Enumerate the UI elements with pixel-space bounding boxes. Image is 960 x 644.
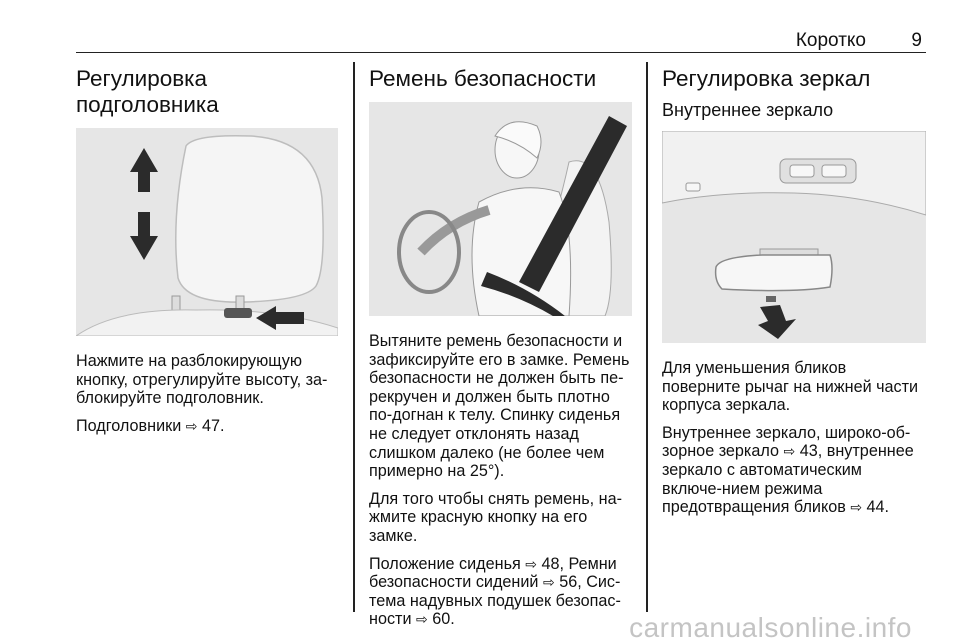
anti-glare-lever (766, 296, 776, 302)
watermark: carmanualsonline.info (629, 612, 912, 643)
seatbelt-instructions: Вытяните ремень безопасности и зафиксируйте его в замке. Ремень безопасности не должен быть пе-рекручен и должен быть плотно по-догнан к телу. Спинку сиденья не следует отклонять назад слишком далеко (не более чем примерно на 25°). (369, 332, 630, 481)
section-title-seatbelt: Ремень безопасности (369, 66, 597, 91)
mirror-instructions: Для уменьшения бликов поверните рычаг на нижней части корпуса зеркала. (662, 359, 919, 415)
reference-arrow-icon: ⇨ (185, 417, 198, 434)
header-title: Коротко (795, 30, 866, 51)
column-mirrors (662, 66, 926, 526)
page-header (76, 30, 926, 53)
section-title-mirrors: Регулировка зеркал (662, 66, 871, 91)
seatbelt-release: Для того чтобы снять ремень, на-жмите красную кнопку на его замке. (369, 489, 623, 545)
reference-arrow-icon: ⇨ (542, 574, 555, 591)
page-number: 9 (911, 30, 922, 51)
column-divider (353, 62, 355, 612)
headrest-illustration (76, 128, 338, 336)
seatbelt-references[interactable]: Положение сиденья ⇨ 48, Ремни безопасности сидений ⇨ 56, Сис-тема надувных подушек безопас-ности ⇨ 60. (369, 554, 621, 629)
reference-arrow-icon: ⇨ (416, 611, 428, 628)
column-seatbelt (369, 66, 632, 638)
mirror-illustration (662, 131, 926, 343)
seatbelt-illustration (369, 102, 632, 316)
reference-arrow-icon: ⇨ (850, 499, 863, 516)
subsection-title-interior-mirror: Внутреннее зеркало (662, 100, 834, 120)
footer (0, 612, 960, 642)
section-title-headrest: Регулировка подголовника (76, 66, 219, 117)
column-divider (646, 62, 648, 612)
headrest-reference[interactable]: Подголовники ⇨ 47. (76, 416, 225, 435)
headrest-instructions: Нажмите на разблокирующую кнопку, отрегулируйте высоту, за-блокируйте подголовник. (76, 352, 328, 408)
reference-arrow-icon: ⇨ (525, 555, 537, 572)
reference-arrow-icon: ⇨ (783, 443, 796, 460)
release-button (224, 308, 252, 318)
column-headrest (76, 66, 338, 444)
mirror-references[interactable]: Внутреннее зеркало, широко-об-зорное зеркало ⇨ 43, внутреннее зеркало с автоматическим включе-нием режима предотвращения бликов ⇨ 44. (662, 423, 914, 517)
